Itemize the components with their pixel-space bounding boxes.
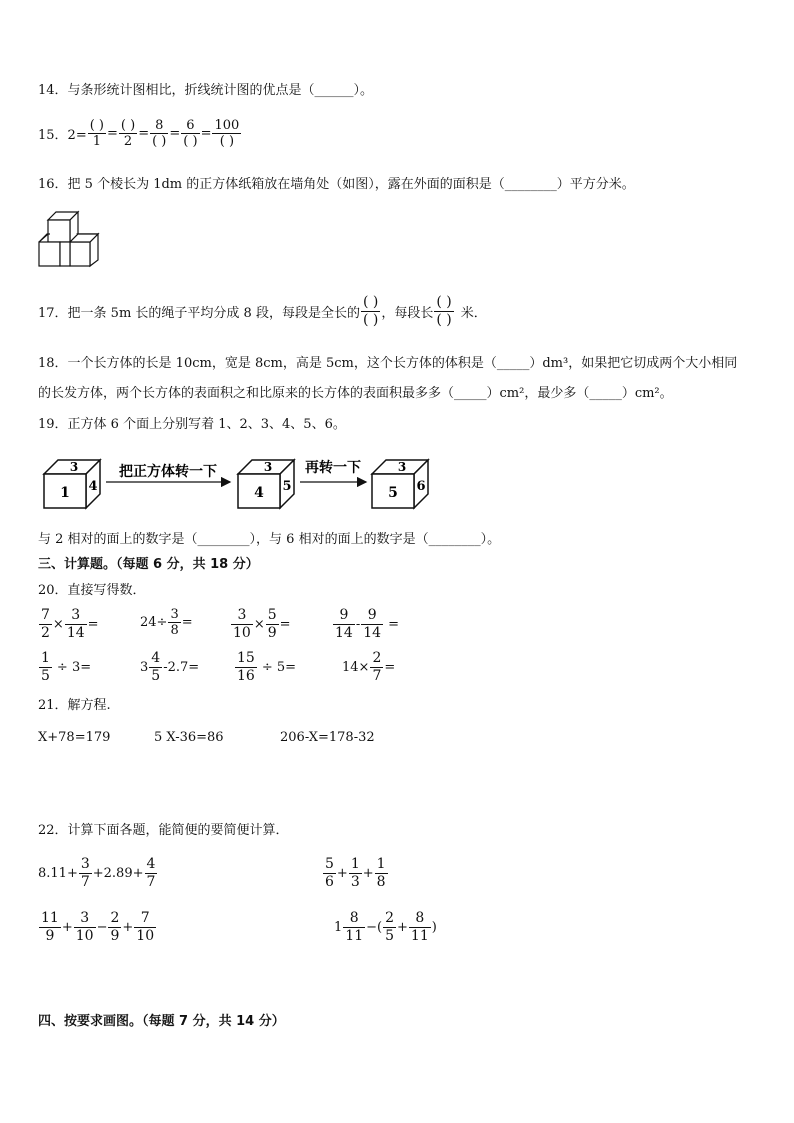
cube-3-front-label: 5 [388,485,398,501]
arrow-1-label: 把正方体转一下 [119,464,217,480]
calc-item: $\frac{7}{2}$ × $\frac{3}{14}$ = [41,607,99,641]
section-4-title: 四、按要求画图。（每题 7 分，共 14 分） [38,1014,285,1029]
arrow-2-label: 再转一下 [305,460,361,476]
equation: X+78=179 [38,730,111,745]
section-3-title: 三、计算题。（每题 6 分，共 18 分） [38,557,259,572]
fraction: $\frac{( )}{1}$ [89,118,104,149]
question-16: 16．把 5 个棱长为 1dm 的正方体纸箱放在墙角处（如图），露在外面的面积是（________）平方分米。 [38,177,635,192]
question-19-answer: 与 2 相对的面上的数字是（________），与 6 相对的面上的数字是（________）。 [38,532,501,547]
fraction: $\frac{8}{( )}$ [152,118,167,149]
calc-item: $\frac{15}{16}$ ÷ 5= [237,650,297,684]
question-20: 20．直接写得数． [38,583,146,598]
cube-3-top-label: 3 [397,460,407,474]
question-14: 14．与条形统计图相比，折线统计图的优点是（______）。 [38,83,374,98]
fraction: $\frac{100}{( )}$ [214,118,240,149]
calc-item: 3 $\frac{4}{5}$ -2.7= [140,650,200,684]
cube-1-side-label: 4 [88,479,98,494]
equation: 5 X-36=86 [154,730,224,745]
calc-item: 14× $\frac{2}{7}$ = [342,650,396,684]
fraction: $\frac{6}{( )}$ [183,118,198,149]
calc-item: $\frac{11}{9}$ + $\frac{3}{10}$ − $\frac{2}{9}$ + $\frac{7}{10}$ [41,910,155,944]
cube-1-top-label: 3 [69,460,79,474]
rotating-cube-diagram [40,452,440,516]
fraction: $\frac{( )}{( )}$ [436,294,452,328]
question-22: 22．计算下面各题，能简便的要简便计算． [38,823,289,838]
calc-item: $\frac{5}{6}$ + $\frac{1}{3}$ + $\frac{1}{8}$ [325,856,386,890]
question-15: 15．2= $\frac{( )}{1}$ = $\frac{( )}{2}$ = $\frac{8}{( )}$ = $\frac{6}{( )}$ = $\frac{100}{( )}$ [38,118,240,149]
calc-item: $\frac{1}{5}$ ÷ 3= [41,650,92,684]
calc-item: 1 $\frac{8}{11}$ −( $\frac{2}{5}$ + $\frac{8}{11}$ ) [334,910,437,944]
calc-item: 24÷ $\frac{3}{8}$ = [140,607,193,638]
calc-item: 8.11+ $\frac{3}{7}$ +2.89+ $\frac{4}{7}$ [38,856,156,890]
question-18-line-1: 18．一个长方体的长是 10cm，宽是 8cm，高是 5cm，这个长方体的体积是（_____）dm³，如果把它切成两个大小相同 [38,356,738,371]
cube-2-top-label: 3 [263,460,273,474]
cube-1-front-label: 1 [60,485,70,501]
calc-item: $\frac{9}{14}$ - $\frac{9}{14}$ = [335,607,399,641]
stacked-cubes-figure [36,208,106,274]
fraction: $\frac{( )}{( )}$ [362,294,379,328]
fraction: $\frac{( )}{2}$ [120,118,136,149]
cube-3-side-label: 6 [416,479,426,494]
equation: 206-X=178-32 [280,730,375,745]
question-19: 19．正方体 6 个面上分别写着 1、2、3、4、5、6。 [38,417,346,432]
question-21: 21．解方程. [38,698,111,713]
question-18-line-2: 的长发方体，两个长方体的表面积之和比原来的长方体的表面积最多多（_____）cm²，最少多（_____）cm²。 [38,386,673,401]
cube-2-front-label: 4 [254,485,264,501]
calc-item: $\frac{3}{10}$ × $\frac{5}{9}$ = [233,607,291,641]
cube-2-side-label: 5 [282,479,292,494]
question-17: 17．把一条 5m 长的绳子平均分成 8 段，每段是全长的 $\frac{( )}{( )}$ ，每段长 $\frac{( )}{( )}$ 米． [38,294,487,328]
